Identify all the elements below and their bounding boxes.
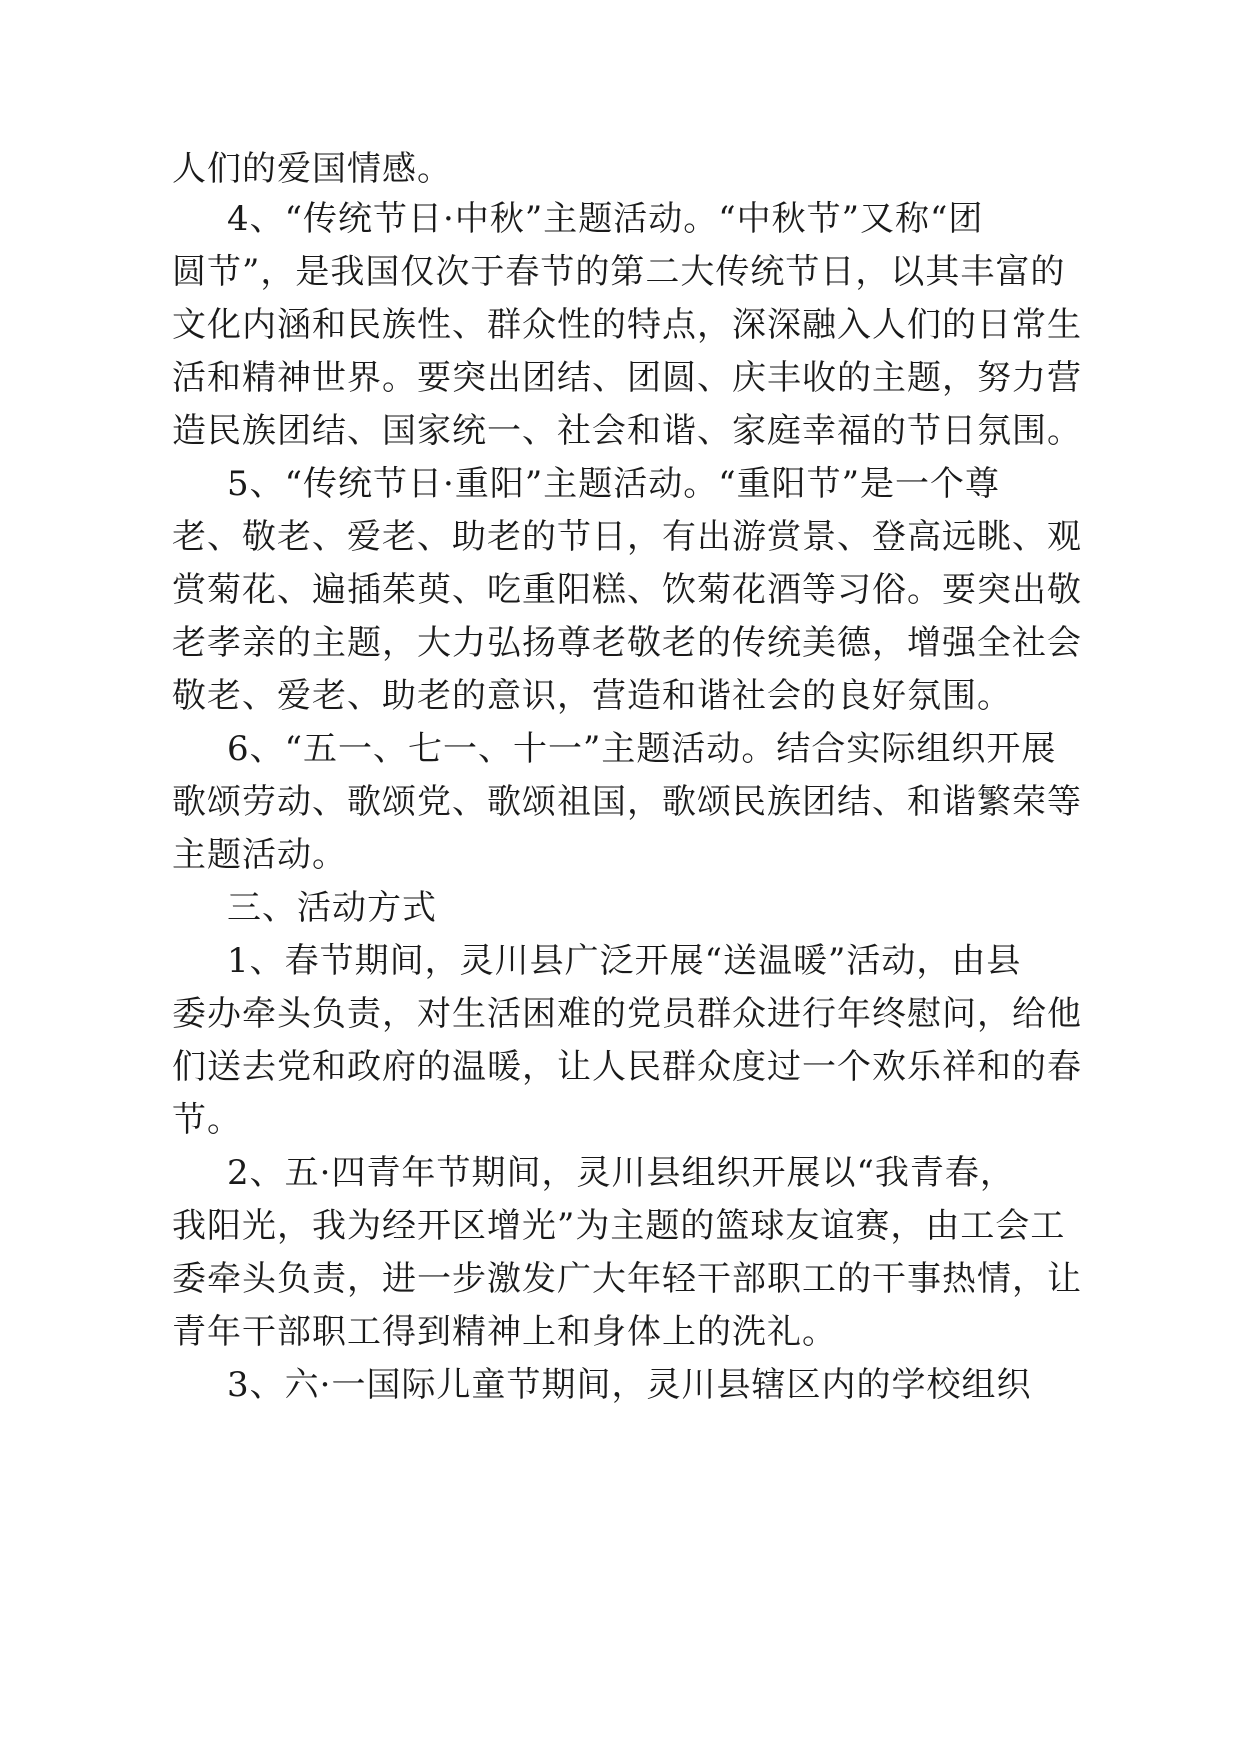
text-line: 3、六·一国际儿童节期间，灵川县辖区内的学校组织 bbox=[227, 1365, 1032, 1405]
text-line: 5、“传统节日·重阳”主题活动。“重阳节”是一个尊 bbox=[227, 464, 1000, 504]
text-line: 委牵头负责，进一步激发广大年轻干部职工的干事热情，让 bbox=[172, 1259, 1082, 1299]
text-line: 人们的爱国情感。 bbox=[172, 149, 452, 189]
text-line: 我阳光，我为经开区增光”为主题的篮球友谊赛，由工会工 bbox=[172, 1206, 1066, 1246]
text-line: 赏菊花、遍插茱萸、吃重阳糕、饮菊花酒等习俗。要突出敬 bbox=[172, 570, 1082, 610]
text-line: 歌颂劳动、歌颂党、歌颂祖国，歌颂民族团结、和谐繁荣等 bbox=[172, 782, 1082, 822]
text-line: 活和精神世界。要突出团结、团圆、庆丰收的主题，努力营 bbox=[172, 358, 1082, 398]
text-line: 青年干部职工得到精神上和身体上的洗礼。 bbox=[172, 1312, 837, 1352]
text-line: 6、“五一、七一、十一”主题活动。结合实际组织开展 bbox=[227, 729, 1057, 769]
text-line: 圆节”，是我国仅次于春节的第二大传统节日，以其丰富的 bbox=[172, 252, 1066, 292]
text-line: 文化内涵和民族性、群众性的特点，深深融入人们的日常生 bbox=[172, 305, 1082, 345]
text-line: 主题活动。 bbox=[172, 835, 347, 875]
text-line: 敬老、爱老、助老的意识，营造和谐社会的良好氛围。 bbox=[172, 676, 1012, 716]
text-line: 老、敬老、爱老、助老的节日，有出游赏景、登高远眺、观 bbox=[172, 517, 1082, 557]
text-line: 委办牵头负责，对生活困难的党员群众进行年终慰问，给他 bbox=[172, 994, 1082, 1034]
text-line: 们送去党和政府的温暖，让人民群众度过一个欢乐祥和的春 bbox=[172, 1047, 1082, 1087]
text-line: 造民族团结、国家统一、社会和谐、家庭幸福的节日氛围。 bbox=[172, 411, 1082, 451]
text-line: 4、“传统节日·中秋”主题活动。“中秋节”又称“团 bbox=[227, 199, 984, 239]
section-heading: 三、活动方式 bbox=[227, 888, 437, 928]
text-line: 2、五·四青年节期间，灵川县组织开展以“我青春， bbox=[227, 1153, 1015, 1193]
text-line: 老孝亲的主题，大力弘扬尊老敬老的传统美德，增强全社会 bbox=[172, 623, 1082, 663]
text-line: 1、春节期间，灵川县广泛开展“送温暖”活动，由县 bbox=[227, 941, 1022, 981]
text-line: 节。 bbox=[172, 1100, 242, 1140]
